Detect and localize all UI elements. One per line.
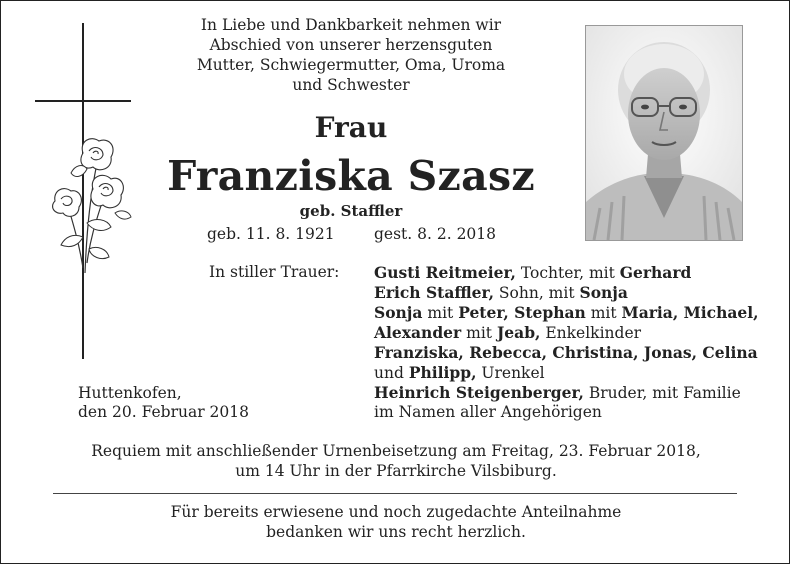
requiem-line: Requiem mit anschließender Urnenbeisetzung am Freitag, 23. Februar 2018, (91, 442, 701, 460)
mourner-relation: im Namen aller Angehörigen (374, 403, 602, 421)
mourner-name: Jeab, (496, 323, 541, 342)
mourner-line (374, 343, 774, 363)
mourner-relation: Enkelkinder (540, 324, 642, 342)
mourner-line (374, 283, 774, 303)
mourner-relation: Tochter, mit (515, 264, 620, 282)
intro-text (161, 15, 541, 95)
mourner-line (374, 403, 774, 422)
mourner-relation: und (374, 364, 409, 382)
deceased-name: Franziska Szasz (167, 152, 535, 200)
intro-line: Mutter, Schwiegermutter, Oma, Uroma (196, 56, 506, 74)
divider (53, 493, 737, 494)
mourner-line (374, 263, 774, 283)
thanks-line: Für bereits erwiesene und noch zugedachte Anteilnahme (170, 503, 622, 521)
intro-line: In Liebe und Dankbarkeit nehmen wir (200, 16, 502, 34)
mourner-name: Franziska, Rebecca, Christina, Jonas, Celina (374, 343, 758, 362)
mourner-name: Erich Staffler, (374, 283, 494, 302)
mourner-name: Peter, Stephan (458, 303, 586, 322)
mourner-line (374, 383, 774, 403)
requiem-line: um 14 Uhr in der Pfarrkirche Vilsbiburg. (235, 462, 557, 480)
intro-line: und Schwester (292, 76, 410, 94)
maiden-name: geb. Staffler (299, 202, 403, 220)
place: Huttenkofen, (78, 384, 182, 402)
mourner-name: Sonja (374, 303, 423, 322)
intro-line: Abschied von unserer herzensguten (209, 36, 493, 54)
requiem-text (41, 441, 751, 481)
mourner-line (374, 303, 774, 323)
thanks-line: bedanken wir uns recht herzlich. (266, 523, 526, 541)
thanks-text (41, 502, 751, 542)
mourner-line (374, 323, 774, 343)
mourner-name: Maria, Michael, (621, 303, 759, 322)
mourner-relation: Bruder, mit Familie (583, 384, 741, 402)
notice-date: den 20. Februar 2018 (78, 403, 249, 421)
place-and-date (78, 384, 249, 422)
mourner-name: Gusti Reitmeier, (374, 263, 516, 282)
mourning-label: In stiller Trauer: (209, 263, 340, 281)
mourner-relation: Sohn, mit (493, 284, 580, 302)
mourner-relation: mit (461, 324, 497, 342)
cross-with-roses-icon (31, 23, 135, 359)
mourner-line (374, 363, 774, 383)
mourner-relation: mit (585, 304, 622, 322)
mourner-name: Gerhard (619, 263, 692, 282)
portrait-icon (586, 26, 742, 240)
mourner-name: Sonja (579, 283, 628, 302)
mourner-relation: mit (422, 304, 459, 322)
mourner-name: Philipp, (408, 363, 477, 382)
mourners-list (374, 263, 774, 422)
mourner-relation: Urenkel (476, 364, 545, 382)
title-frau: Frau (314, 111, 388, 144)
portrait-photo (585, 25, 743, 241)
death-date: gest. 8. 2. 2018 (374, 225, 497, 243)
mourner-name: Heinrich Steigenberger, (374, 383, 584, 402)
mourner-name: Alexander (374, 323, 462, 342)
birth-date: geb. 11. 8. 1921 (207, 225, 335, 243)
